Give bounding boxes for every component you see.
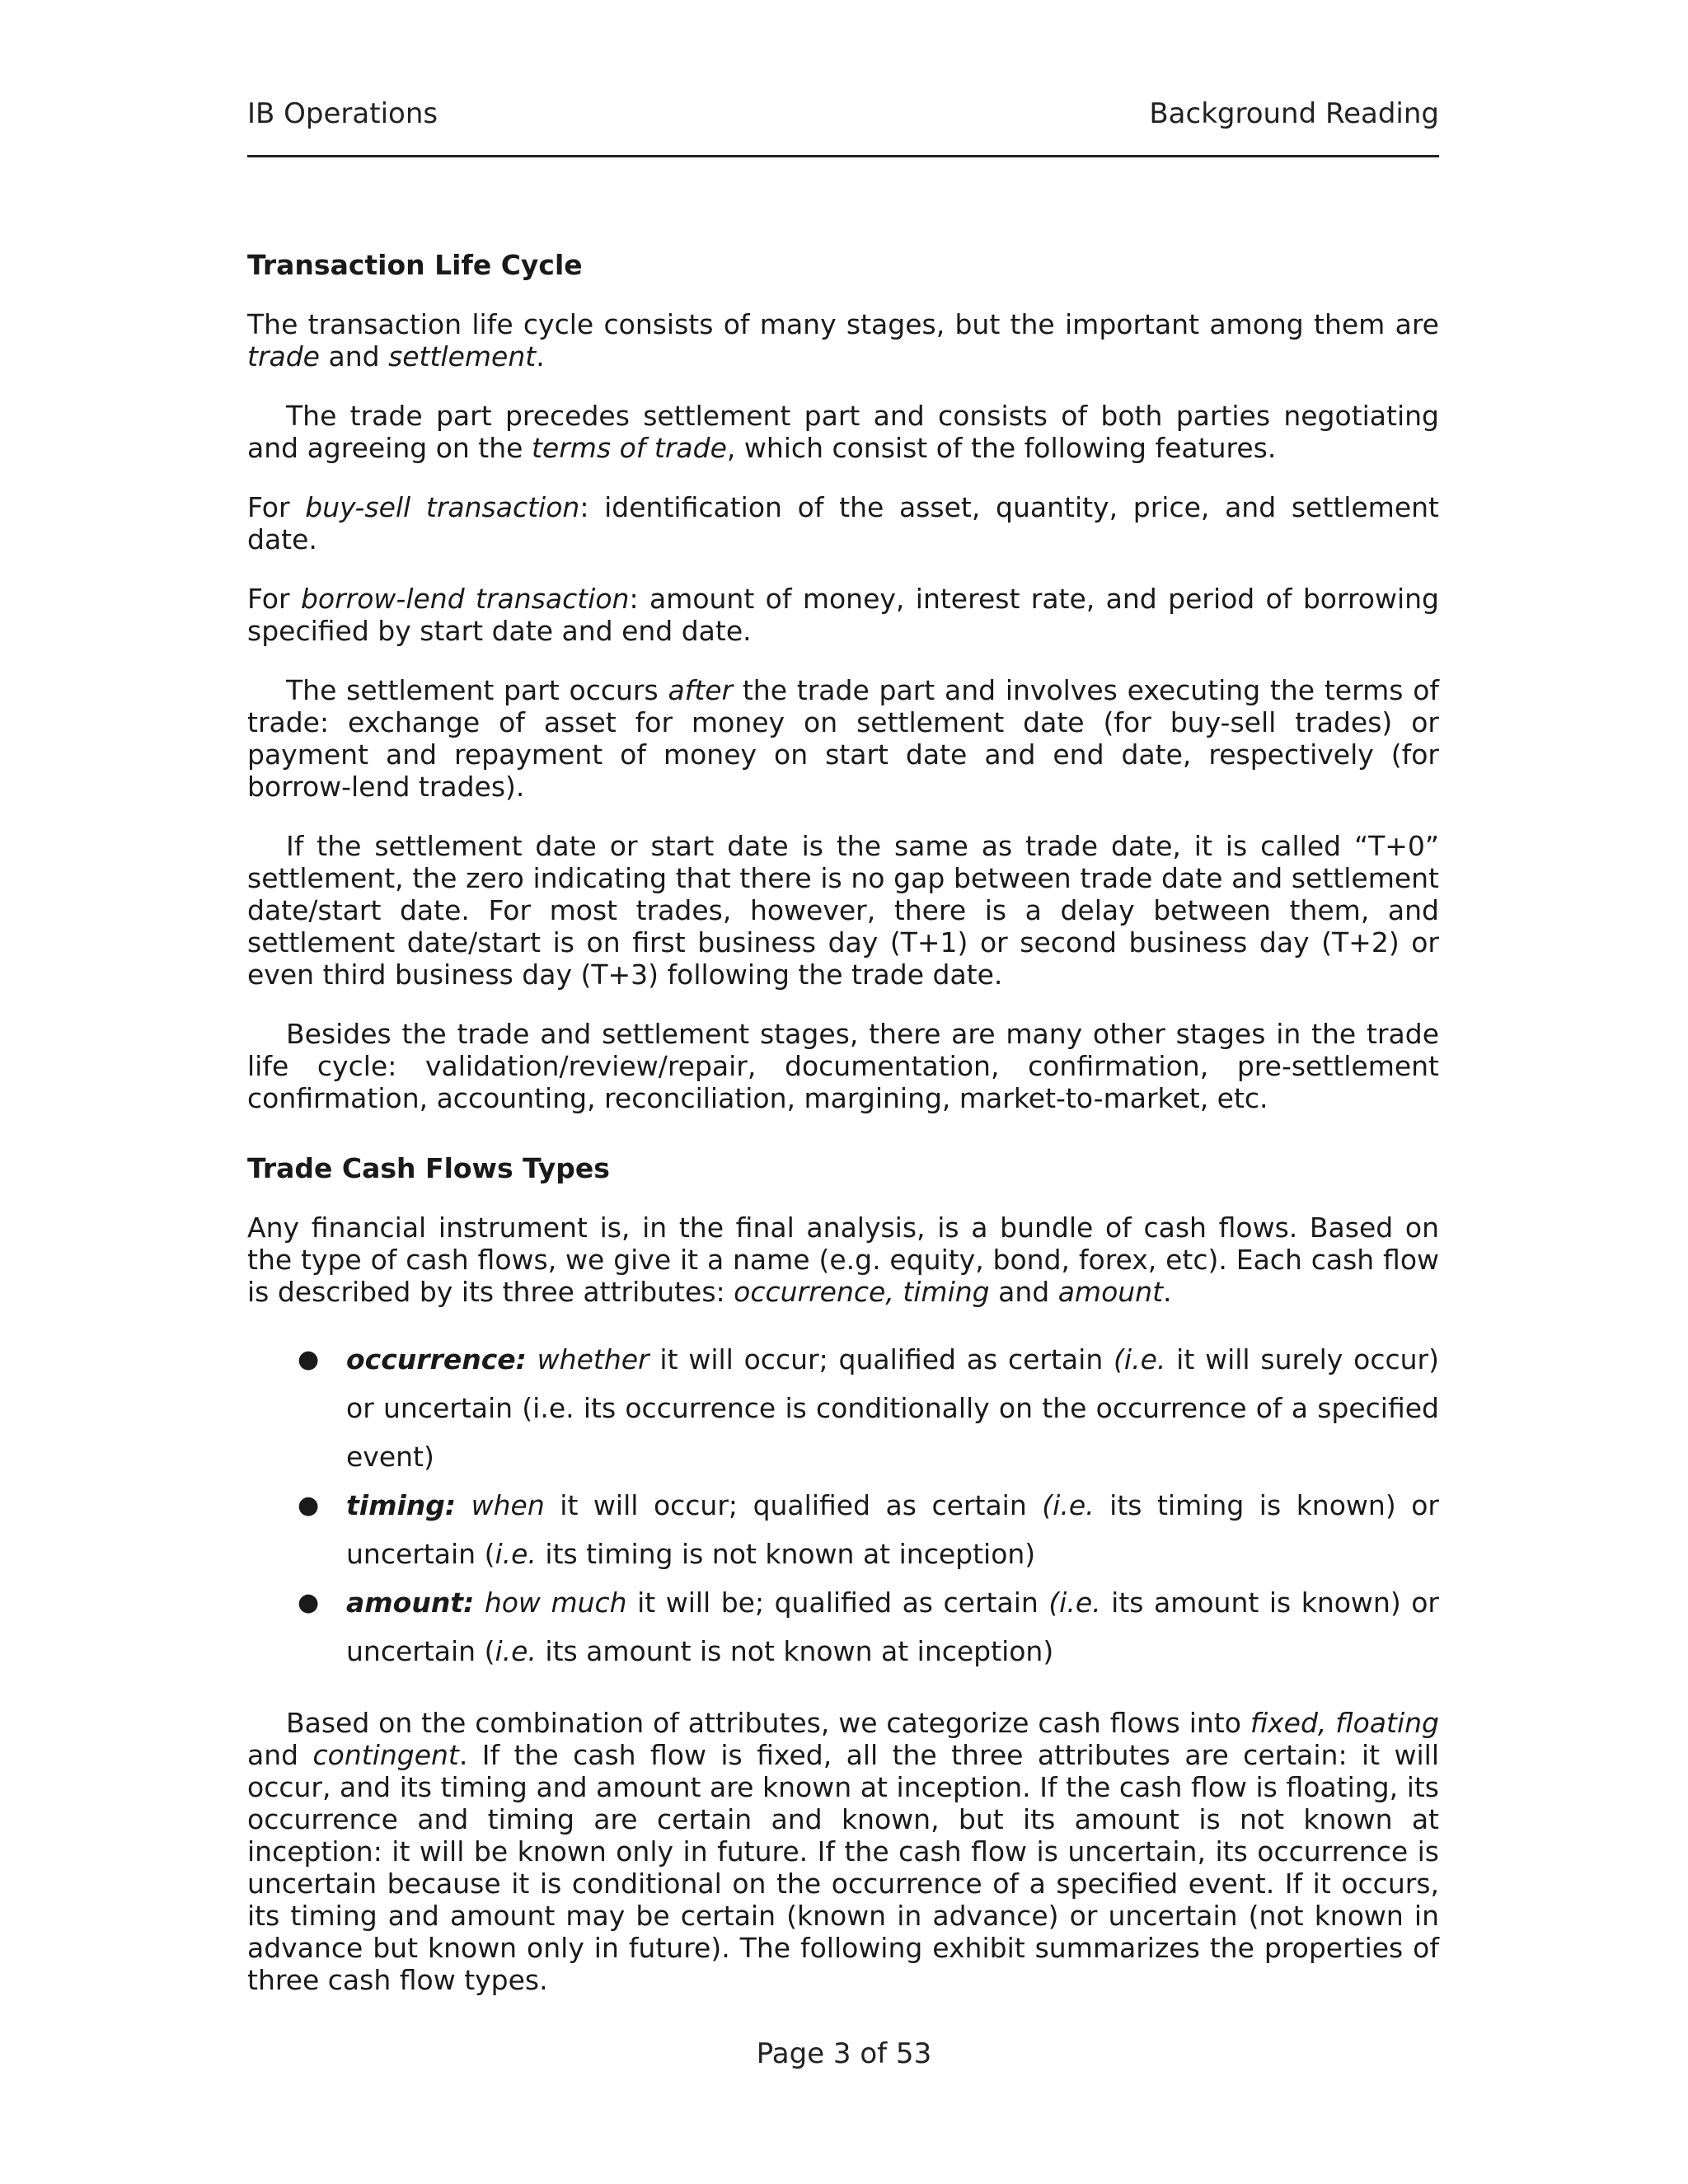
paragraph: For buy-sell transaction: identification of the asset, quantity, price, and settlement date.: [247, 491, 1439, 555]
paragraph: The settlement part occurs after the trade part and involves executing the terms of trade: exchange of asset for money on settlement date (for buy-sell trades) or payment and repayment of money on start date and end date, respectively (for borrow-lend trades).: [247, 674, 1440, 803]
bullet-icon: ●: [298, 1491, 320, 1520]
bullet-icon: ●: [298, 1588, 320, 1617]
attribute-list: [247, 1335, 1439, 1675]
bullet-icon: ●: [298, 1345, 320, 1374]
paragraph: The trade part precedes settlement part and consists of both parties negotiating and agreeing on the terms of trade, which consist of the following features.: [247, 400, 1439, 464]
header-left: IB Operations: [247, 97, 438, 130]
header-right: Background Reading: [1149, 97, 1439, 130]
paragraph: Besides the trade and settlement stages, there are many other stages in the trade life cycle: validation/review/repair, documentation, confirmation, pre-settlement confirmation, accounting, reconciliation, margining, market-to-market, etc.: [247, 1018, 1439, 1114]
page-header: [247, 97, 1439, 130]
paragraph: If the settlement date or start date is the same as trade date, it is called “T+0” settlement, the zero indicating that there is no gap between trade date and settlement date/start date. For most trades, however, there is a delay between them, and settlement date/start is on first business day (T+1) or second business day (T+2) or even third business day (T+3) following the trade date.: [247, 830, 1439, 991]
list-item: ● timing: when it will occur; qualified as certain (i.e. its timing is known) or uncertain (i.e. its timing is not known at inception): [247, 1481, 1439, 1578]
list-item: ● amount: how much it will be; qualified as certain (i.e. its amount is known) or uncertain (i.e. its amount is not known at inception): [247, 1578, 1439, 1675]
section-title-cash-flows: Trade Cash Flows Types: [247, 1152, 610, 1184]
paragraph: Any financial instrument is, in the final analysis, is a bundle of cash flows. Based on the type of cash flows, we give it a name (e.g. equity, bond, forex, etc). Each cash flow is described by its three attributes: occurrence, timing and amount.: [247, 1212, 1439, 1308]
page-content: [247, 249, 1439, 2023]
paragraph: The transaction life cycle consists of many stages, but the important among them are trade and settlement.: [247, 308, 1439, 373]
header-divider: [247, 155, 1439, 157]
page-number: Page 3 of 53: [756, 2037, 932, 2070]
section-title-life-cycle: Transaction Life Cycle: [247, 249, 583, 281]
paragraph: Based on the combination of attributes, we categorize cash flows into fixed, floating and contingent. If the cash flow is fixed, all the three attributes are certain: it will occur, and its timing and amount are known at inception. If the cash flow is floating, its occurrence and timing are certain and known, but its amount is not known at inception: it will be known only in future. If the cash flow is uncertain, its occurrence is uncertain because it is conditional on the occurrence of a specified event. If it occurs, its timing and amount may be certain (known in advance) or uncertain (not known in advance but known only in future). The following exhibit summarizes the properties of three cash flow types.: [247, 1707, 1439, 1996]
list-item: ● occurrence: whether it will occur; qualified as certain (i.e. it will surely occur) or uncertain (i.e. its occurrence is conditionally on the occurrence of a specified event): [247, 1335, 1439, 1481]
paragraph: For borrow-lend transaction: amount of money, interest rate, and period of borrowing specified by start date and end date.: [247, 583, 1439, 647]
